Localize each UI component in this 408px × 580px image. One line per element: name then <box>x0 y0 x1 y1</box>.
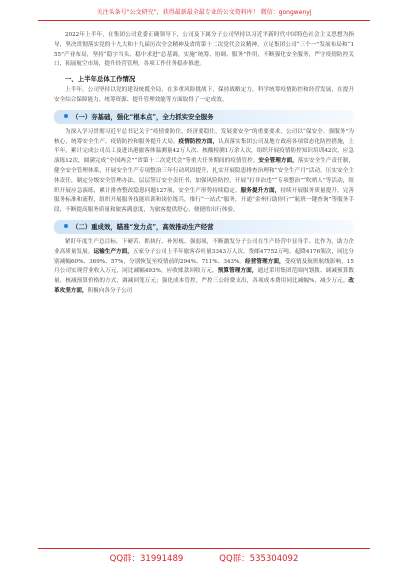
intro-paragraph: 2022年上半年，在集团公司党委正确领导下，公司及下属分子公司坚持以习近平新时代中国特色社会主义思想为指导，坚决贯彻落实党的十九大和十九届历次全会精神及省的第十二次党代会议精神，立足集团公司“三个一”发展布局和“155”产业布局，坚持“稳字当头、稳中求进”总基调，实施“统筹、协调、服务”作用，不断强化安全服务，严守疫情防控关口，拓展航空市场，提升经营管理，各项工作任务稳步推进。 <box>54 32 354 68</box>
section-heading-1: 一、上半年总体工作情况 <box>65 75 136 84</box>
bottom-footer <box>38 548 370 569</box>
subsection2-text-d: 通过采用集团范围内划拨、调减预算数量、核减预算价格的方式，调减回笼万元；强化成本管控，严控三公经费支出，各项成本费用同比减幅%，减少万元。 <box>54 268 354 285</box>
subsection2-bold-2: 经营管理方面， <box>245 258 285 265</box>
subsection1-text-c: 落实安全生产责任制，健全安全管理体系，开展安全生产专项整治三年行动巩固提升，扎实开展隐患排查治理和“安全生产月”活动，压实安全主体责任，制定分级安全管理办法，层层签订安全责任书，加强风险防控，开展“打非治违”“专项整治”“吹哨人”等活动，组织开展应急演练，累计排查整改隐患问题127项，安全生产形势持续稳定。 <box>54 158 354 194</box>
subsection1-bold-1: 疫情防控方面， <box>178 138 219 145</box>
section1-paragraph: 上半年，公司坚持以党的建设统揽全局，在多重风险挑战下，保持战略定力，科学统筹疫情防控和经营发展，在提升安全综合保障能力、统筹资源、提升管理效能等方面取得了一定成效。 <box>54 87 354 103</box>
subsection-heading-1 <box>54 110 354 124</box>
document-body <box>54 28 354 536</box>
subsection1-text-a: 为深入学习贯彻习近平总书记关于“疫情要防住，经济要稳住，发展要安全”的重要要求，公司以“保安全、强服务”为核心，统筹安全生产、疫情防控和服务提升大局。 <box>54 128 354 145</box>
subsection-heading-2 <box>54 220 354 234</box>
subsection-heading-1-text: （一）夯基础，强化“根本点”，全力抓实安全服务 <box>72 112 214 121</box>
subsection2-bold-4: 改革攻坚方面， <box>54 278 354 294</box>
subsection2-bold-3: 预算管理方面， <box>217 268 258 275</box>
subsection1-text-d: 持续开展服务质量提升，完善服务标准和流程，组织开展服务技能培训和岗位练兵，推行“一站式”服务，开通“金州行助你行”“航班一键查询”等服务手段，不断提高服务质量和旅客满意度，为旅客提供舒心、便捷的出行体验。 <box>54 187 354 214</box>
qq-group-2: QQ群：535304092 <box>219 554 299 564</box>
subsection1-bold-3: 服务提升方面， <box>240 187 281 194</box>
bullet-dot-icon <box>64 114 68 118</box>
subsection2-bold-1: 运输生产方面， <box>93 248 133 255</box>
subsection1-text-b: 认真落实集团公司及地方政府各项常态化防控措施，上半年，累计完成公司员工及进出港旅客体温测量42万人次、核酸检测1万余人次，组织开展疫情防控知识培训42次，应急演练12次，圆满完成“全国两会”“省第十二次党代会”等重大任务期间的疫情管控。 <box>54 138 354 165</box>
subsection2-paragraph <box>54 238 354 297</box>
subsection1-bold-2: 安全管理方面， <box>258 158 298 165</box>
subsection2-text-e: 积极向各分子公司 <box>87 287 133 294</box>
top-banner: 关注头条号“公文研究”，获得最新最全最专业的公文资料库！ 微信：gongwenyj <box>38 6 370 21</box>
subsection2-text-c: 受疫情及航班航线影响，15月公司实现营业收入万元，同比减幅493%，应收账款回收万元。 <box>54 258 354 275</box>
subsection-heading-2-text: （二）重成效，瞄准“发力点”，高效推动生产经营 <box>72 222 214 231</box>
subsection2-text-b: 五家分子公司上半年旅客吞吐量3343万人次、货邮47752万吨、起降4176架次，同比分别减幅60%、369%、57%，分别恢复至疫情前的294%、711%、343%。 <box>54 248 354 265</box>
bullet-dot-icon <box>64 224 68 228</box>
subsection2-text-a: 紧盯年度生产总目标，下硬苦、抓执行、补短板、强弱项，不断激发分子公司在生产经营中显身手、比作为，助力企业高质量发展。 <box>54 238 354 255</box>
qq-group-1: QQ群：31991489 <box>109 554 184 564</box>
subsection1-paragraph <box>54 128 354 216</box>
